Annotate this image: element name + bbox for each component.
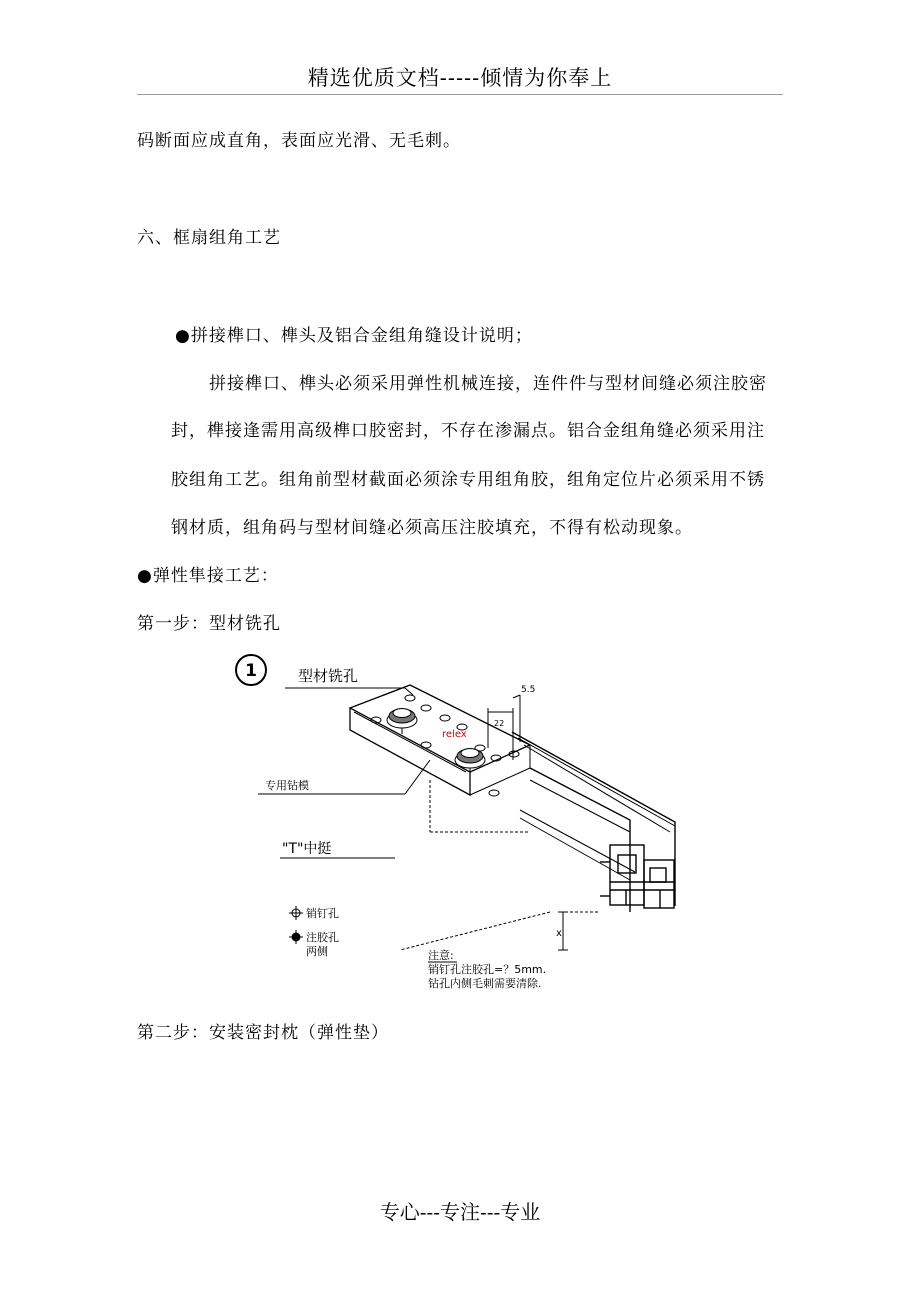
header-rule (137, 94, 783, 95)
note-title: 注意: (428, 949, 454, 962)
bullet-heading-elastic-joint: ●弹性隼接工艺： (137, 566, 279, 586)
legend-glue-both-sides: 两侧 (306, 945, 328, 958)
step-2-heading: 第二步：安装密封枕（弹性垫） (137, 1023, 389, 1043)
drill-jig-top (350, 685, 530, 772)
paragraph-line-3: 胶组角工艺。组角前型材截面必须涂专用组角胶，组角定位片必须采用不锈 (171, 470, 765, 490)
dimension-top: 5.5 (521, 685, 536, 695)
bullet-heading-joint-design: ●拼接榫口、榫头及铝合金组角缝设计说明； (175, 326, 533, 346)
step-1-heading: 第一步：型材铣孔 (137, 614, 281, 634)
dimension-side: x (556, 928, 562, 939)
legend-pin-hole: 销钉孔 (306, 907, 339, 920)
label-t-mullion: "T"中挺 (282, 841, 332, 857)
note-line-1: 销钉孔注胶孔=？5mm. (428, 963, 547, 976)
page-header-title: 精选优质文档-----倾情为你奉上 (307, 66, 613, 90)
note-line-2: 钻孔内侧毛刺需要清除. (428, 977, 542, 990)
profile-cross-section (600, 845, 674, 908)
page-footer: 专心---专注---专业 (379, 1200, 541, 1224)
paragraph-line-2: 封，榫接逢需用高级榫口胶密封，不存在渗漏点。铝合金组角缝必须采用注 (171, 421, 765, 441)
dimension-small: 22 (494, 719, 505, 728)
label-special-drill-jig: 专用钻模 (265, 779, 309, 792)
section-heading: 六、框扇组角工艺 (137, 228, 281, 248)
step-number: 1 (245, 661, 257, 681)
pin-hole-symbol (289, 906, 303, 920)
paragraph-line-1: 拼接榫口、榫头必须采用弹性机械连接，连件件与型材间缝必须注胶密 (209, 374, 767, 394)
paragraph-line-4: 钢材质，组角码与型材间缝必须高压注胶填充，不得有松动现象。 (171, 518, 693, 538)
continued-line: 码断面应成直角，表面应光滑、无毛刺。 (137, 131, 461, 151)
figure-title: 型材铣孔 (298, 667, 359, 685)
glue-hole-symbol (289, 930, 303, 944)
relex-watermark: relex (442, 729, 467, 740)
profile-milling-diagram (230, 650, 690, 1000)
legend-glue-hole: 注胶孔 (306, 931, 339, 944)
